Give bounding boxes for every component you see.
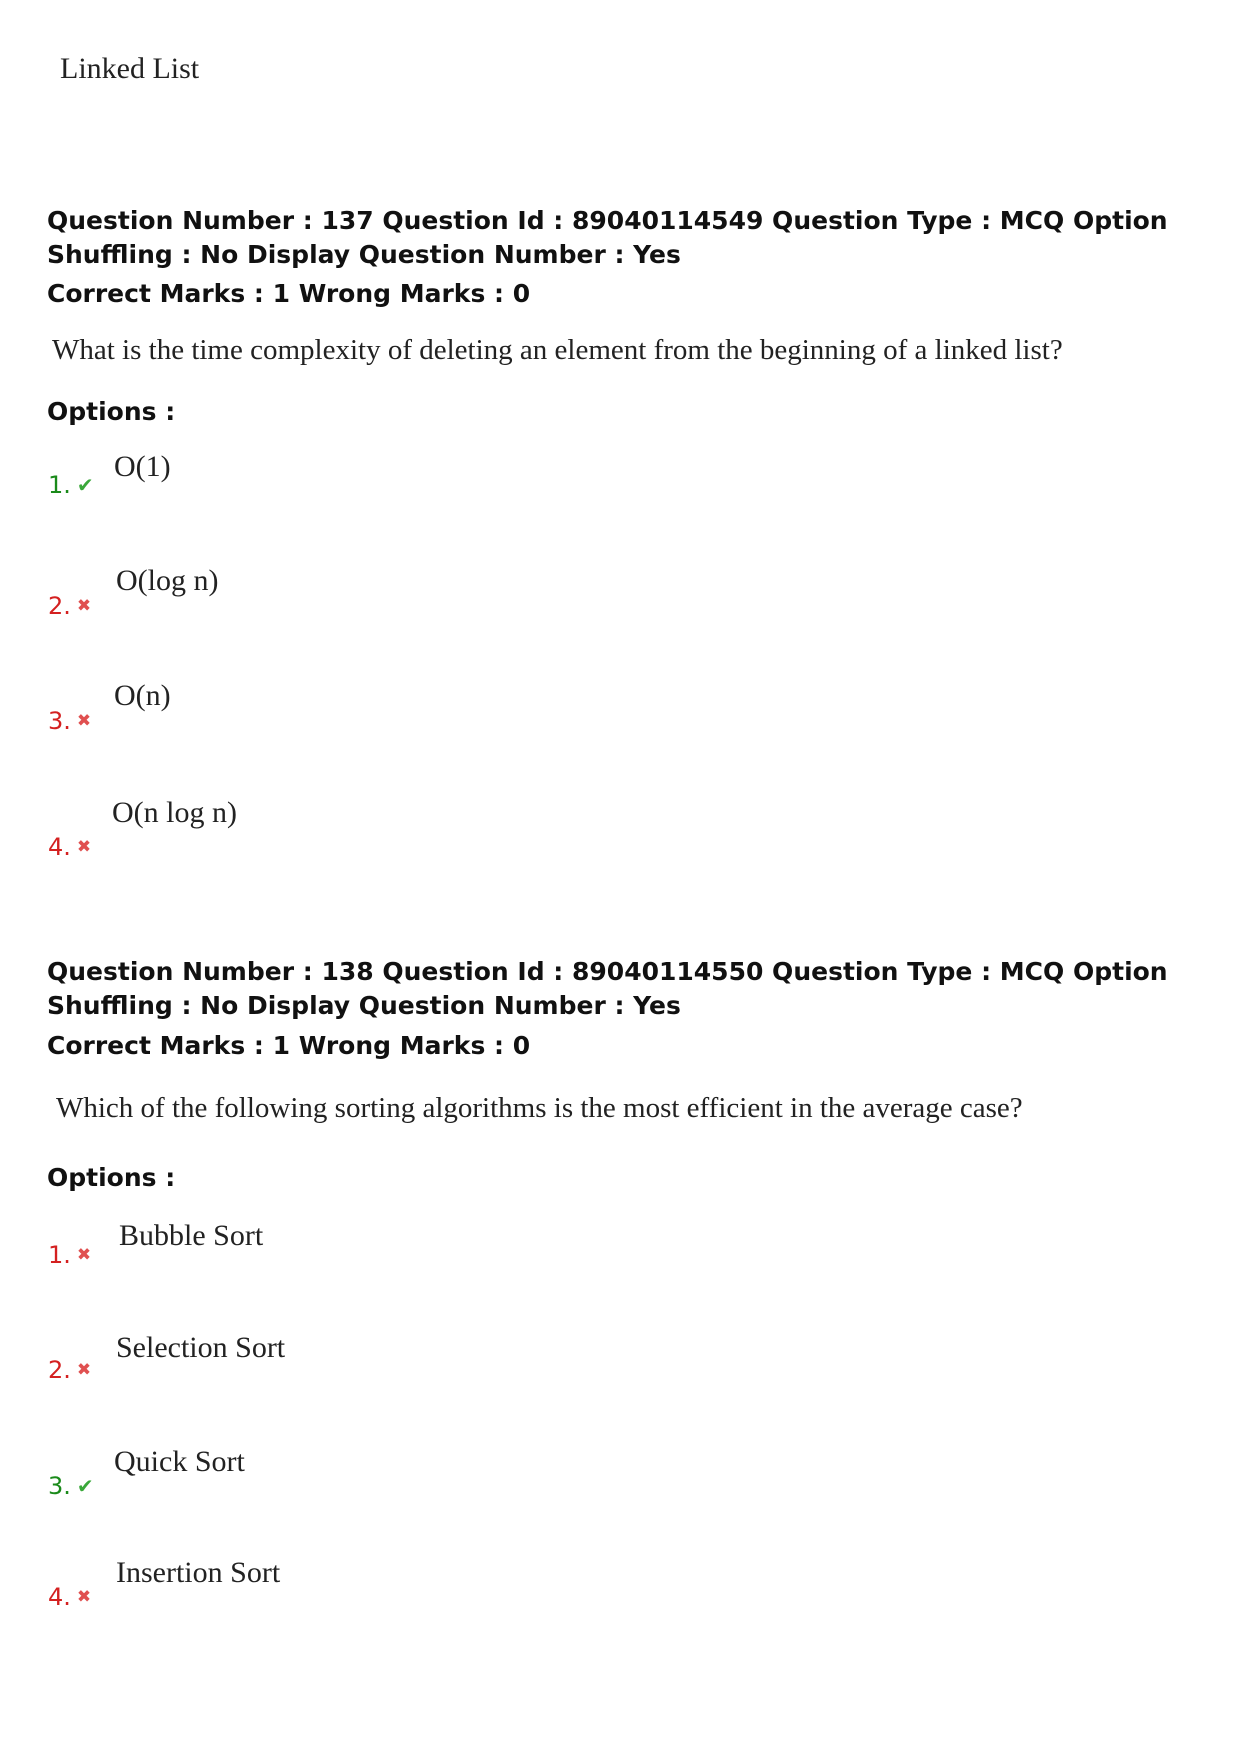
cross-icon: ✖ (76, 1586, 92, 1607)
options-label: Options : (47, 397, 176, 426)
option-number (48, 471, 94, 499)
previous-option-text: Linked List (60, 52, 200, 85)
option-number (48, 1241, 91, 1269)
option-text: Selection Sort (116, 1331, 286, 1364)
option-number (48, 707, 91, 735)
option-text: Quick Sort (114, 1445, 245, 1478)
question-text: What is the time complexity of deleting an element from the beginning of a linked list? (52, 334, 1063, 366)
option-text: O(1) (114, 450, 171, 483)
options-label: Options : (47, 1163, 176, 1192)
cross-icon: ✖ (76, 1244, 92, 1265)
question-marks: Correct Marks : 1 Wrong Marks : 0 (47, 279, 531, 308)
option-number-text: 2. (48, 1356, 71, 1384)
checkmark-icon: ✔ (76, 473, 94, 497)
option-number-text: 1. (48, 1241, 71, 1269)
option-number (48, 833, 91, 861)
option-text: O(n log n) (112, 796, 237, 829)
question-text: Which of the following sorting algorithms is the most efficient in the average case? (56, 1092, 1023, 1124)
option-number-text: 1. (48, 471, 71, 499)
option-number-text: 2. (48, 592, 71, 620)
option-text: Bubble Sort (119, 1219, 264, 1252)
cross-icon: ✖ (76, 710, 92, 731)
cross-icon: ✖ (76, 836, 92, 857)
option-number-text: 3. (48, 1472, 71, 1500)
cross-icon: ✖ (76, 1359, 92, 1380)
cross-icon: ✖ (76, 595, 92, 616)
option-number-text: 4. (48, 833, 71, 861)
option-number (48, 1356, 91, 1384)
option-number (48, 1583, 91, 1611)
question-meta: Question Number : 138 Question Id : 89040114550 Question Type : MCQ Option Shuffling : No Display Question Number : Yes (47, 957, 1168, 1020)
option-text: Insertion Sort (116, 1556, 281, 1589)
option-number-text: 3. (48, 707, 71, 735)
option-number (48, 592, 91, 620)
question-meta: Question Number : 137 Question Id : 89040114549 Question Type : MCQ Option Shuffling : No Display Question Number : Yes (47, 206, 1168, 269)
option-number-text: 4. (48, 1583, 71, 1611)
checkmark-icon: ✔ (76, 1474, 94, 1498)
question-marks: Correct Marks : 1 Wrong Marks : 0 (47, 1031, 531, 1060)
option-text: O(n) (114, 679, 171, 712)
option-text: O(log n) (116, 564, 219, 597)
option-number (48, 1472, 94, 1500)
